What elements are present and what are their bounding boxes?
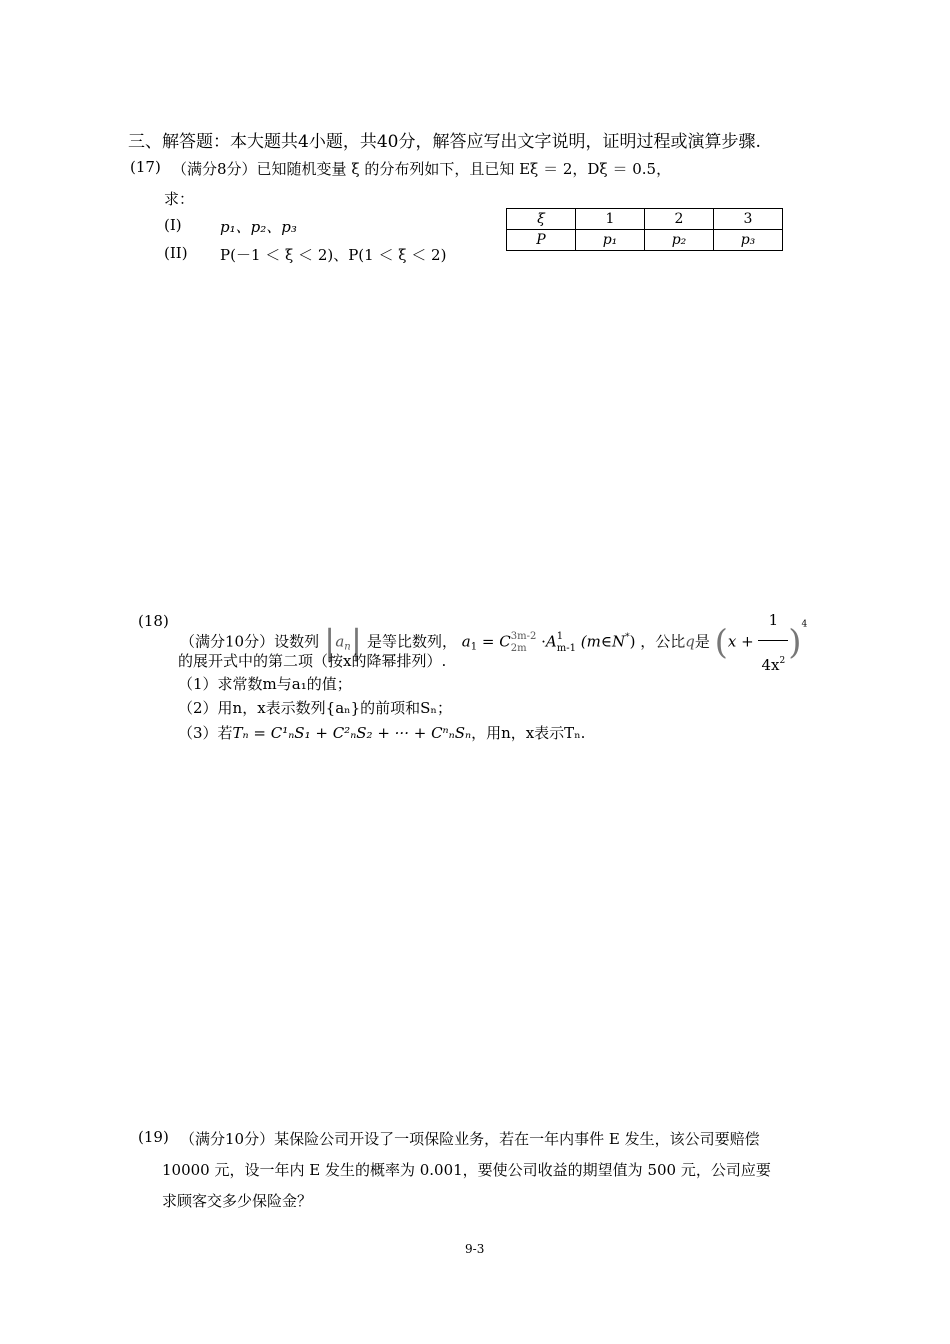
q17-part1-text: p₁、p₂、p₃ — [220, 218, 297, 236]
table-cell: 3 — [714, 209, 783, 230]
q18-line2: 的展开式中的第二项（按x的降幂排列）. — [178, 652, 447, 670]
arr-sub: m-1 — [556, 642, 576, 654]
a1-sub: 1 — [470, 641, 478, 653]
q-var: q — [685, 632, 695, 651]
frac-den — [758, 641, 788, 685]
paren-right: ) — [788, 622, 802, 663]
domain: (m∈N — [580, 632, 626, 651]
q18-part1: （1）求常数m与a₁的值； — [178, 675, 352, 693]
comb-sub: 2m — [510, 642, 527, 654]
dot: · — [541, 632, 546, 651]
table-cell: P — [507, 230, 576, 251]
brace-left: | — [323, 622, 336, 663]
q19-line1: （满分10分）某保险公司开设了一项保险业务，若在一年内事件 E 发生，该公司要赔偿 — [180, 1130, 760, 1148]
table-cell: p₂ — [645, 230, 714, 251]
equals: = — [481, 632, 495, 651]
table-cell: p₃ — [714, 230, 783, 251]
arr-sup: 1 — [556, 630, 564, 642]
q19-line2: 10000 元，设一年内 E 发生的概率为 0.001，要使公司收益的期望值为 500 元，公司应要 — [162, 1161, 771, 1179]
frac-num: 1 — [758, 600, 788, 641]
q17-part2-label: (II) — [164, 244, 188, 262]
frac-den-text: 4x — [761, 656, 780, 674]
q18-part2: （2）用n，x表示数列{aₙ}的前项和Sₙ； — [178, 699, 452, 717]
frac-den-sup: 2 — [779, 656, 786, 666]
q18-part3-formula: Tₙ = C¹ₙS₁ + C²ₙS₂ + ··· + CⁿₙSₙ — [232, 724, 472, 742]
seq-sub: n — [344, 641, 351, 653]
brace-right: | — [350, 622, 363, 663]
a1: a — [461, 632, 471, 651]
q18-part3-pre: （3）若 — [178, 724, 233, 742]
q19-line3: 求顾客交多少保险金？ — [162, 1192, 313, 1210]
q17-intro: （满分8分）已知随机变量 ξ 的分布列如下，且已知 Eξ ＝ 2，Dξ ＝ 0.5， — [172, 160, 672, 178]
table-cell: 2 — [645, 209, 714, 230]
table-row-xi — [507, 209, 783, 230]
q18-part3-post: ，用n，x表示Tₙ. — [471, 724, 586, 742]
section-heading: 三、解答题：本大题共4小题，共40分，解答应写出文字说明，证明过程或演算步骤. — [128, 132, 761, 152]
power: 4 — [801, 619, 808, 630]
q18-intro: （满分10分）设数列 — [180, 632, 320, 651]
comb-C: C — [499, 632, 511, 651]
domain-sup: * — [625, 632, 630, 643]
table-cell: p₁ — [576, 230, 645, 251]
ratio-text: ，公比 — [640, 632, 686, 651]
q17-number: (17) — [130, 158, 161, 176]
seq-a: a — [335, 632, 345, 651]
page-number: 9-3 — [465, 1242, 485, 1256]
table-cell: ξ — [507, 209, 576, 230]
q17-part2-text: P(－1 ＜ ξ ＜ 2)、P(1 ＜ ξ ＜ 2) — [220, 246, 447, 264]
q18-is-geo: 是等比数列， — [367, 632, 458, 651]
q17-ask: 求： — [164, 190, 195, 208]
comb-sup: 3m-2 — [510, 630, 537, 642]
shi: 是 — [694, 632, 710, 651]
q18-part3 — [178, 722, 585, 743]
table-cell: 1 — [576, 209, 645, 230]
domain-end: ) — [629, 632, 636, 651]
distribution-table — [506, 208, 783, 251]
x-plus: x + — [727, 632, 754, 651]
paren-left: ( — [714, 622, 728, 663]
fraction — [758, 600, 788, 685]
arr-A: A — [545, 632, 557, 651]
table-row-p — [507, 230, 783, 251]
q19-number: (19) — [138, 1128, 169, 1146]
q18-number: (18) — [138, 612, 169, 630]
q17-part1-label: (I) — [164, 216, 182, 234]
